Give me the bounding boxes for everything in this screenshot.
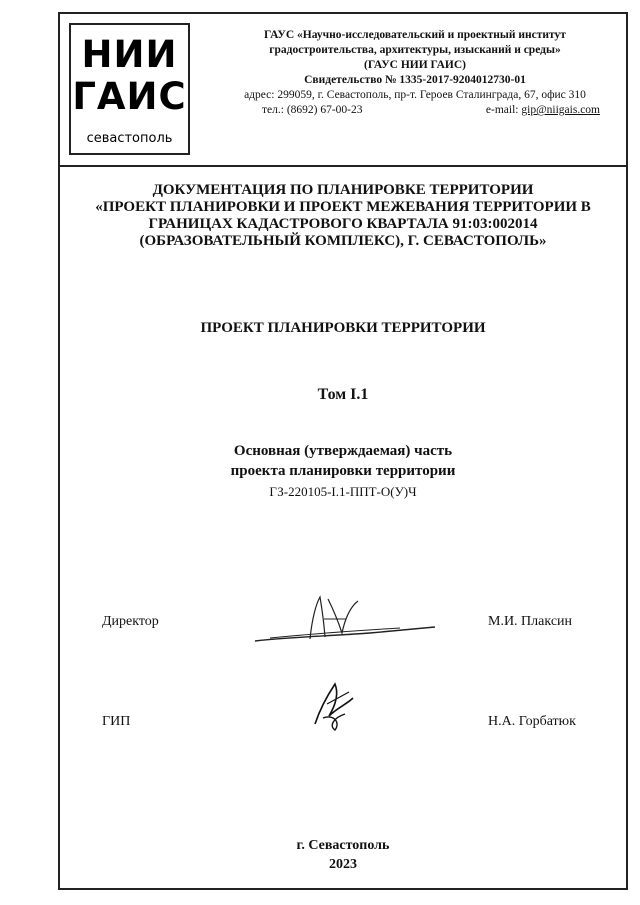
gip-signature — [305, 674, 365, 734]
part-title — [60, 441, 626, 481]
email-link[interactable]: gip@niigais.com — [521, 104, 600, 116]
certificate: Свидетельство № 1335-2017-9204012730-01 — [304, 74, 526, 86]
director-signature — [250, 589, 440, 649]
volume-title: Том I.1 — [317, 386, 369, 403]
org-name-1: ГАУС «Научно-исследовательский и проектный институт — [264, 29, 566, 41]
gip-role: ГИП — [102, 714, 131, 729]
plan-title: ПРОЕКТ ПЛАНИРОВКИ ТЕРРИТОРИИ — [200, 320, 486, 336]
logo — [69, 23, 190, 155]
director-name: М.И. Плаксин — [488, 614, 573, 629]
organization-info — [210, 28, 620, 118]
document-code: ГЗ-220105-I.1-ППТ-О(У)Ч — [269, 484, 417, 499]
logo-line-3: севастополь — [86, 131, 173, 146]
year: 2023 — [329, 857, 357, 872]
phone: тел.: (8692) 67-00-23 — [262, 104, 363, 116]
email-label: e-mail: — [485, 104, 519, 116]
document-title — [60, 182, 626, 250]
header — [60, 14, 626, 167]
email-block — [486, 103, 600, 118]
footer — [60, 836, 626, 874]
org-name-2: градостроительства, архитектуры, изысканий и среды» — [269, 44, 561, 56]
logo-line-1: НИИ — [81, 33, 178, 76]
page-frame — [58, 12, 628, 890]
title-line: (ОБРАЗОВАТЕЛЬНЫЙ КОМПЛЕКС), Г. СЕВАСТОПОЛЬ» — [139, 233, 547, 249]
city: г. Севастополь — [296, 838, 390, 853]
title-line: ГРАНИЦАХ КАДАСТРОВОГО КВАРТАЛА 91:03:002014 — [148, 216, 538, 232]
org-short: (ГАУС НИИ ГАИС) — [364, 59, 466, 71]
part-line: проекта планировки территории — [230, 463, 456, 479]
contacts — [210, 103, 620, 118]
title-line: ДОКУМЕНТАЦИЯ ПО ПЛАНИРОВКЕ ТЕРРИТОРИИ — [152, 182, 534, 198]
logo-line-2: ГАИС — [72, 75, 187, 118]
gip-name: Н.А. Горбатюк — [488, 714, 576, 729]
title-line: «ПРОЕКТ ПЛАНИРОВКИ И ПРОЕКТ МЕЖЕВАНИЯ ТЕРРИТОРИИ В — [95, 199, 591, 215]
part-line: Основная (утверждаемая) часть — [233, 443, 453, 459]
director-role: Директор — [102, 614, 159, 629]
address: адрес: 299059, г. Севастополь, пр-т. Героев Сталинграда, 67, офис 310 — [244, 89, 586, 101]
